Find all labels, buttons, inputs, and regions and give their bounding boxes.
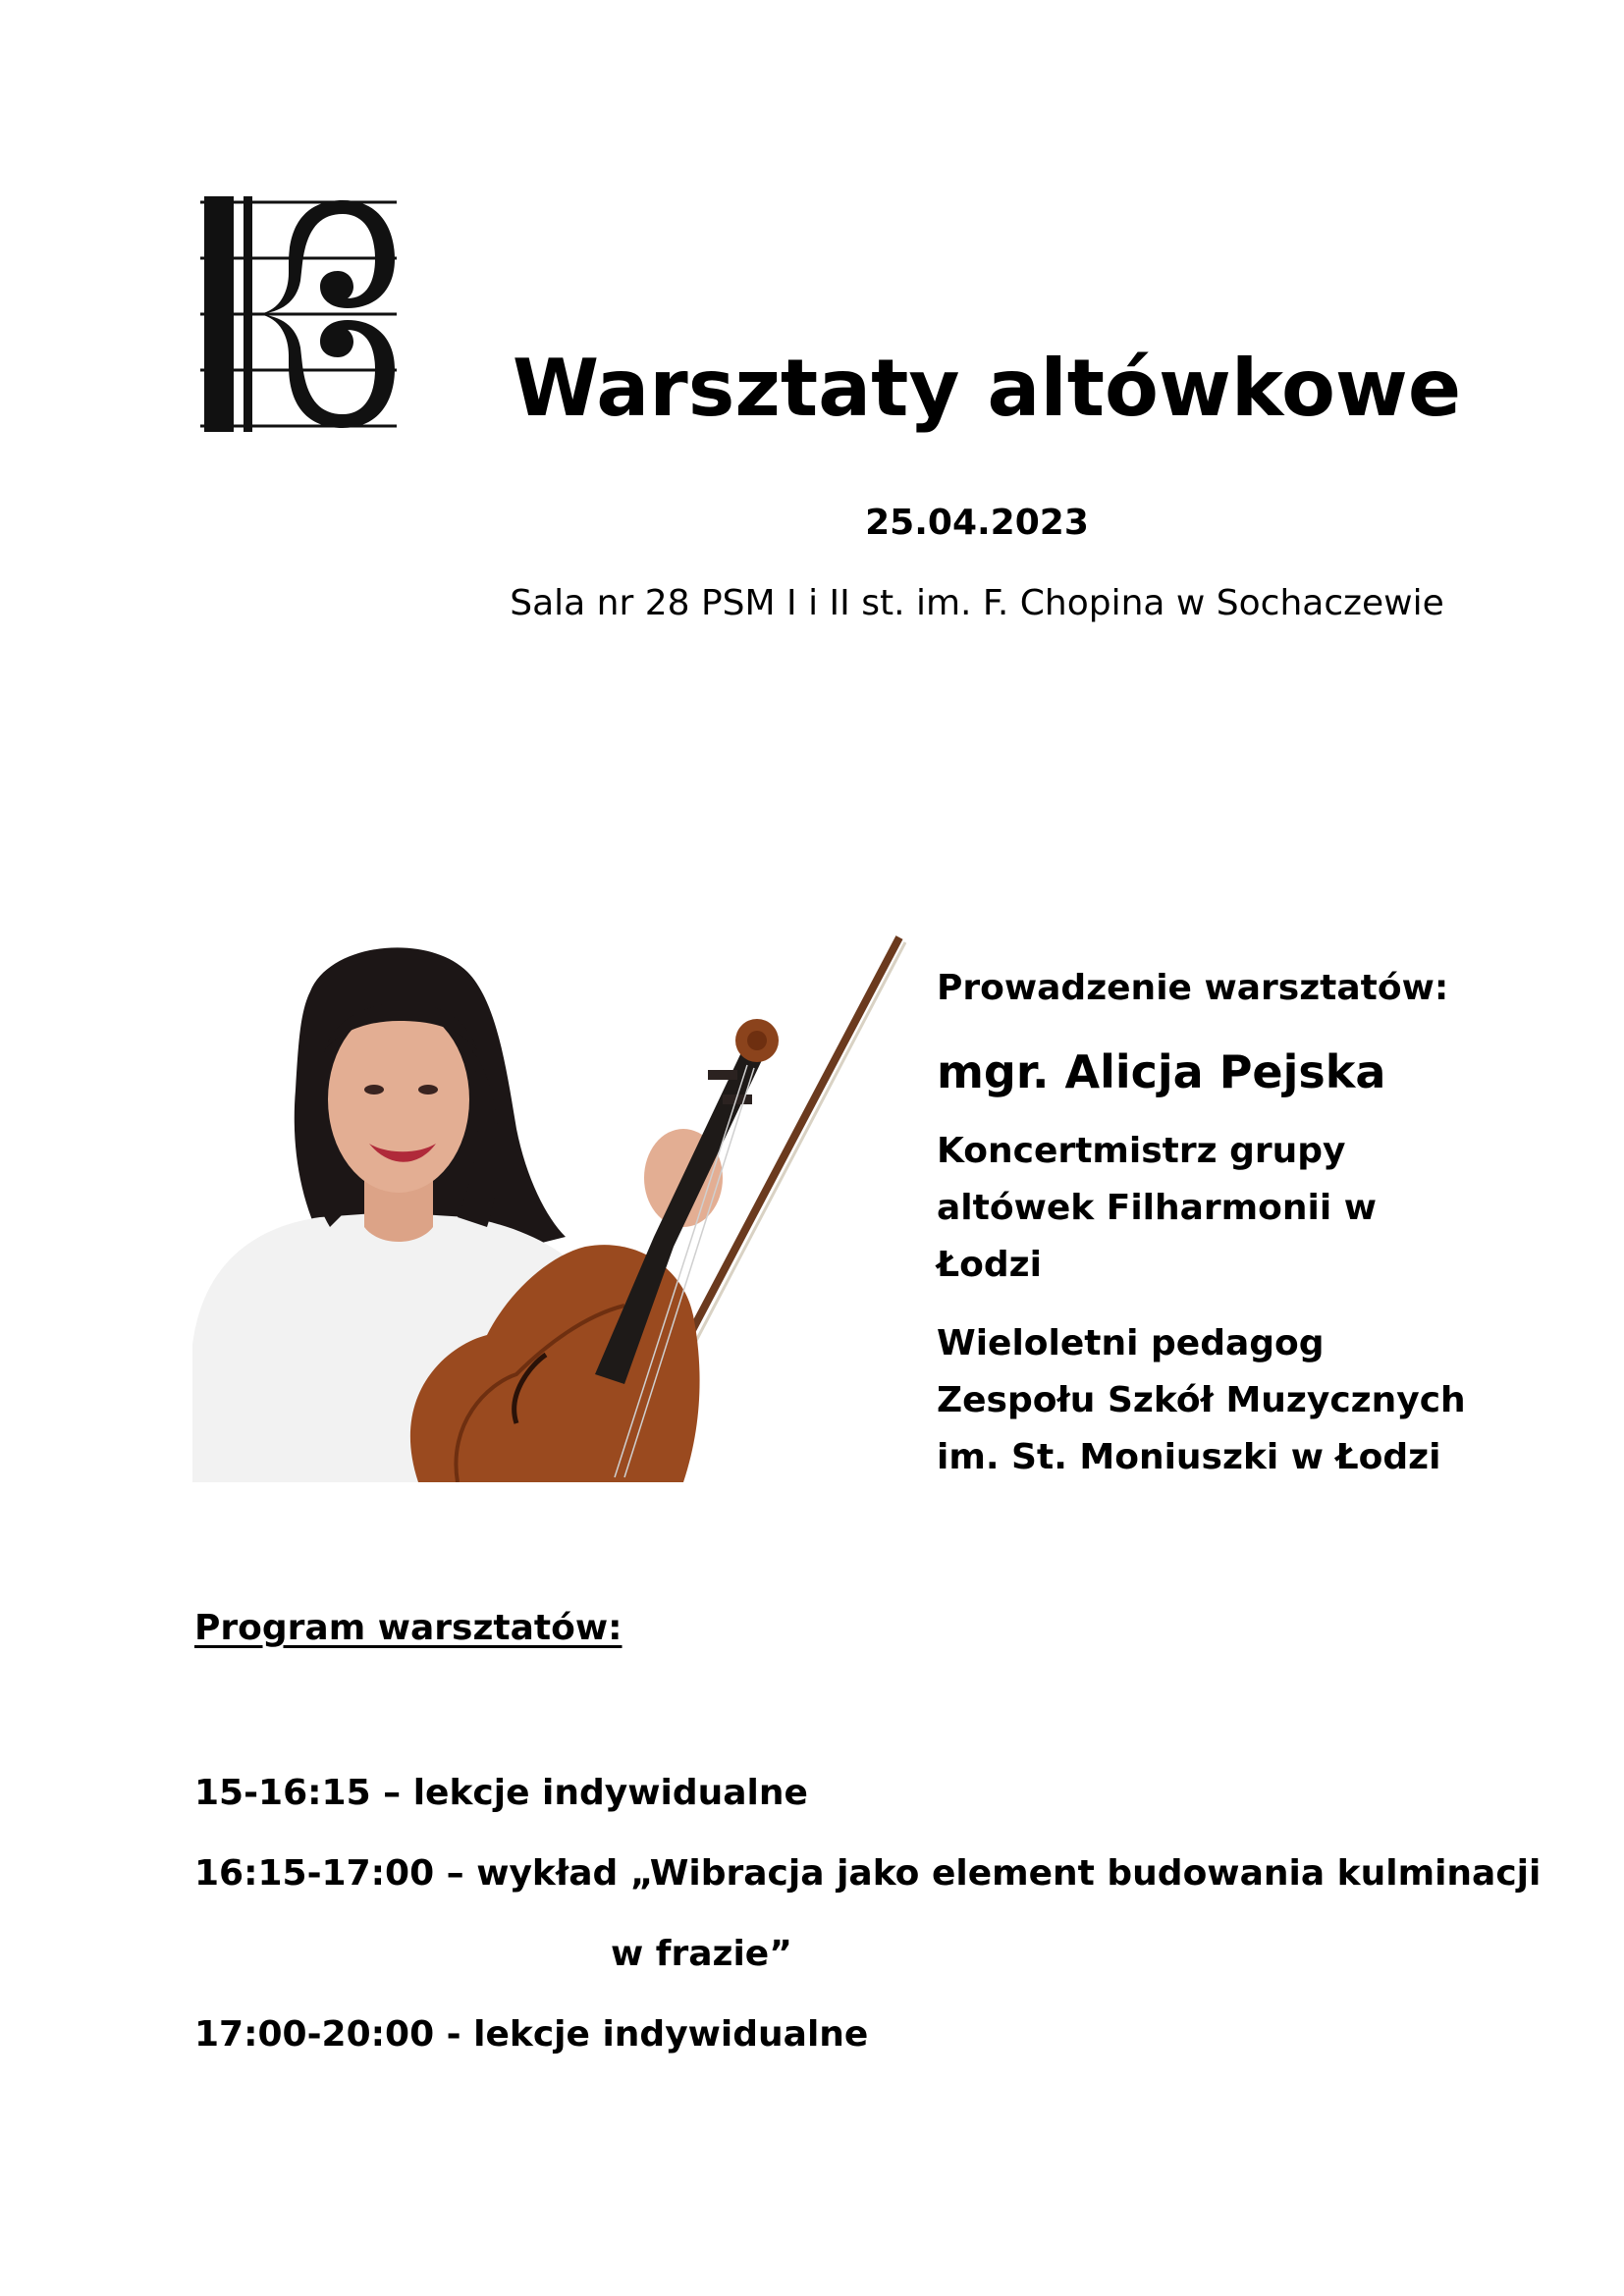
program-item: 16:15-17:00 – wykład „Wibracja jako element budowania kulminacji xyxy=(194,1853,1542,1894)
page-title: Warsztaty altówkowe xyxy=(512,343,1462,434)
program-list xyxy=(194,1767,1589,2089)
bio-heading: Prowadzenie warsztatów: xyxy=(937,968,1449,1008)
instructor-teaching xyxy=(937,1315,1545,1486)
teaching-line: im. St. Moniuszki w Łodzi xyxy=(937,1437,1441,1477)
instructor-bio xyxy=(937,962,1545,1486)
teaching-line: Wieloletni pedagog xyxy=(937,1323,1325,1363)
program-item: 15-16:15 – lekcje indywidualne xyxy=(194,1773,808,1813)
instructor-role xyxy=(937,1123,1545,1294)
role-line: Koncertmistrz grupy xyxy=(937,1131,1346,1171)
violist-portrait-image xyxy=(192,933,919,1482)
event-date: 25.04.2023 xyxy=(865,503,1089,543)
role-line: altówek Filharmonii w xyxy=(937,1188,1378,1228)
event-venue: Sala nr 28 PSM I i II st. im. F. Chopina w Sochaczewie xyxy=(510,583,1444,623)
role-line: Łodzi xyxy=(937,1245,1042,1285)
program-item: 17:00-20:00 - lekcje indywidualne xyxy=(194,2014,869,2055)
instructor-name: mgr. Alicja Pejska xyxy=(937,1045,1386,1098)
alto-clef-icon xyxy=(200,192,397,438)
program-item-continuation: w frazie” xyxy=(611,1934,792,1974)
program-heading: Program warsztatów: xyxy=(194,1608,623,1648)
teaching-line: Zespołu Szkół Muzycznych xyxy=(937,1380,1466,1420)
